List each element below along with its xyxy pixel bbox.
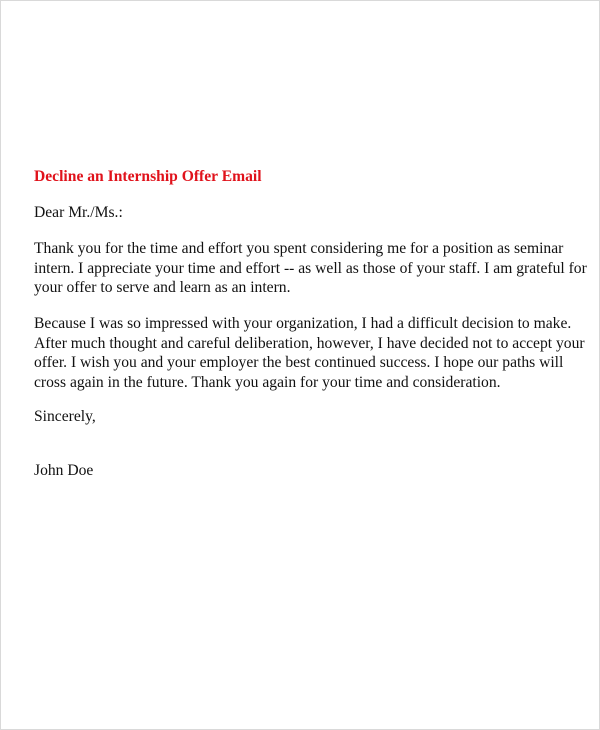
document-title: Decline an Internship Offer Email [34,168,262,185]
closing: Sincerely, [34,408,96,425]
paragraph-line: cross again in the future. Thank you again for your time and consideration. [34,373,501,391]
signature-name: John Doe [34,462,94,479]
paragraph-line: Because I was so impressed with your organization, I had a difficult decision to make. [34,315,572,332]
paragraph-line: offer. I wish you and your employer the best continued success. I hope our paths will [34,354,564,371]
salutation: Dear Mr./Ms.: [34,204,123,221]
paragraph-line: your offer to serve and learn as an intern. [34,279,291,296]
paragraph-1 [34,239,587,298]
paragraph-line: Thank you for the time and effort you spent considering me for a position as seminar [34,240,564,257]
paragraph-2 [34,314,585,392]
paragraph-line: After much thought and careful deliberation, however, I have decided not to accept your [34,334,585,352]
paragraph-line: intern. I appreciate your time and effort -- as well as those of your staff. I am grateful for [34,259,587,277]
